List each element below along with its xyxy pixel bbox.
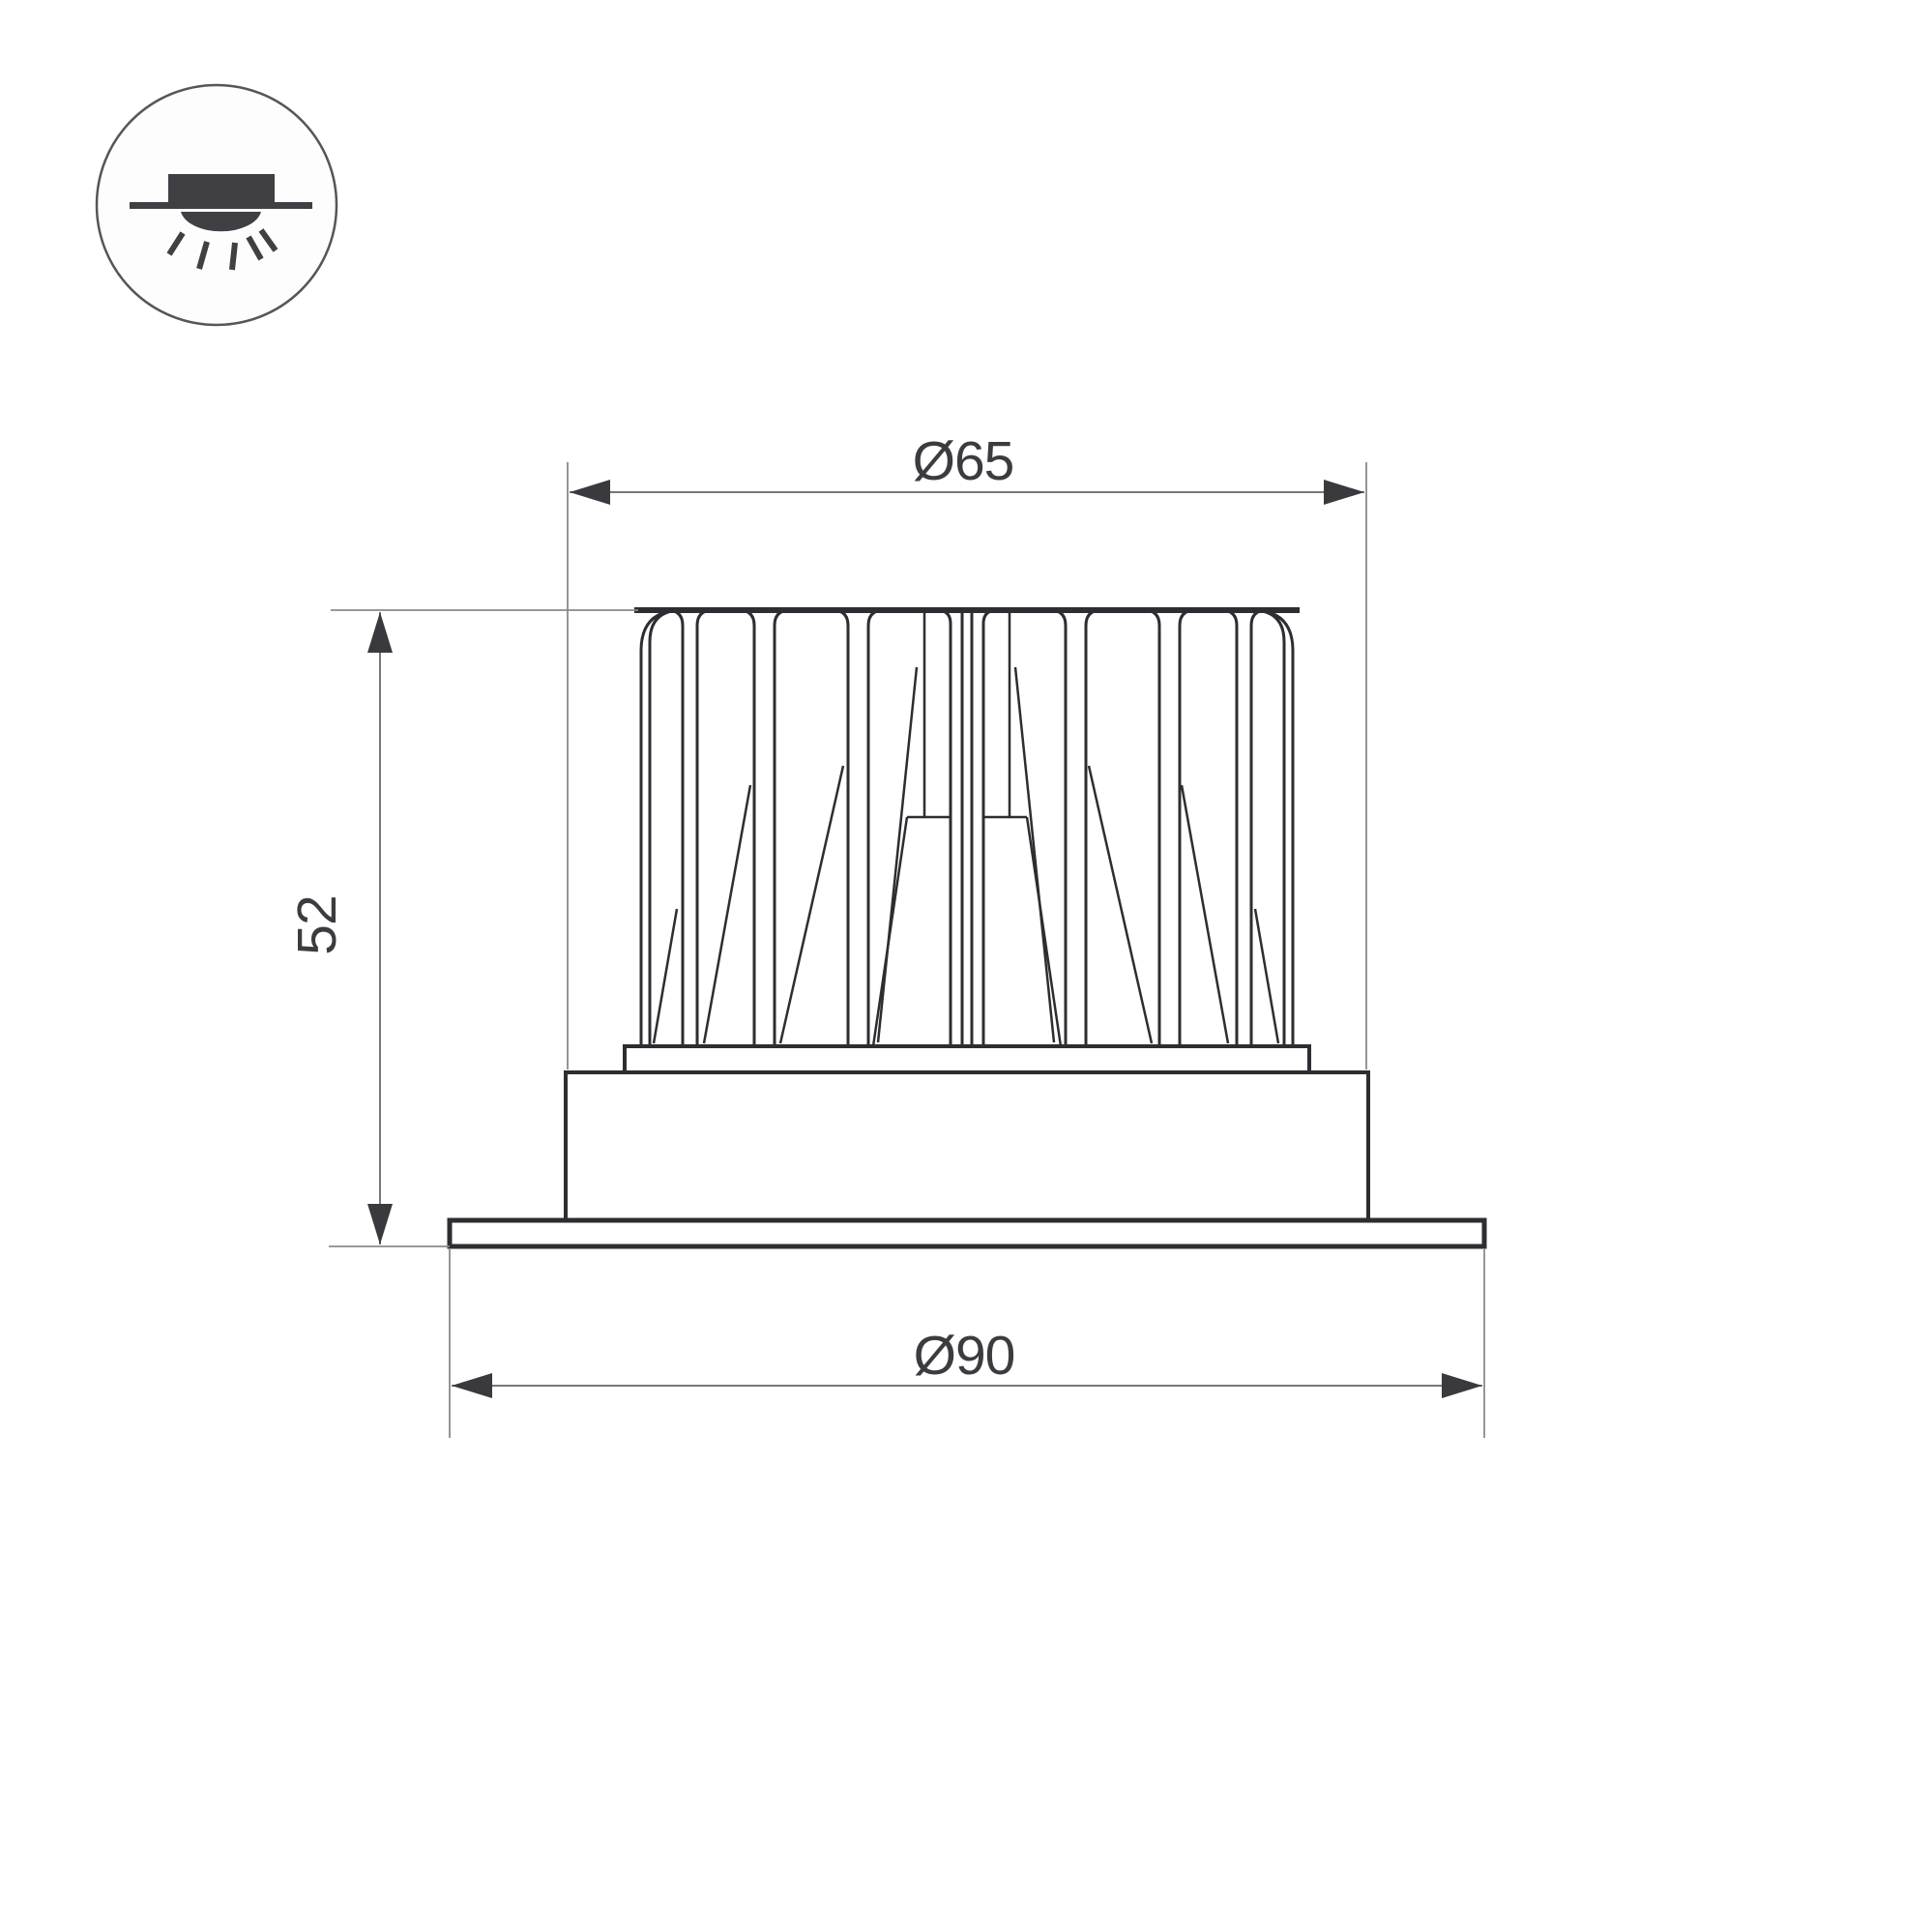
arrowhead-right <box>1324 480 1364 505</box>
icon-housing <box>168 174 275 204</box>
dimension-label-top-diameter: Ø65 <box>912 430 1014 492</box>
heatsink-fins <box>641 610 1293 1046</box>
dimension-flange-diameter <box>450 1249 1484 1438</box>
icon-ceiling-line <box>130 202 312 209</box>
fixture-body <box>566 1072 1368 1221</box>
arrowhead-left <box>452 1373 492 1398</box>
arrowhead-top <box>367 612 393 653</box>
fin-diagonals <box>654 667 1278 1043</box>
arrowhead-left <box>570 480 610 505</box>
heatsink-base-plate <box>625 1046 1309 1072</box>
arrowhead-right <box>1442 1373 1482 1398</box>
dimension-label-height: 52 <box>286 895 348 955</box>
dimension-label-flange-diameter: Ø90 <box>913 1325 1015 1387</box>
mounting-flange <box>450 1220 1484 1246</box>
recessed-downlight-icon <box>97 85 337 325</box>
dimension-top-diameter <box>568 430 1366 1069</box>
arrowhead-bottom <box>367 1204 393 1244</box>
